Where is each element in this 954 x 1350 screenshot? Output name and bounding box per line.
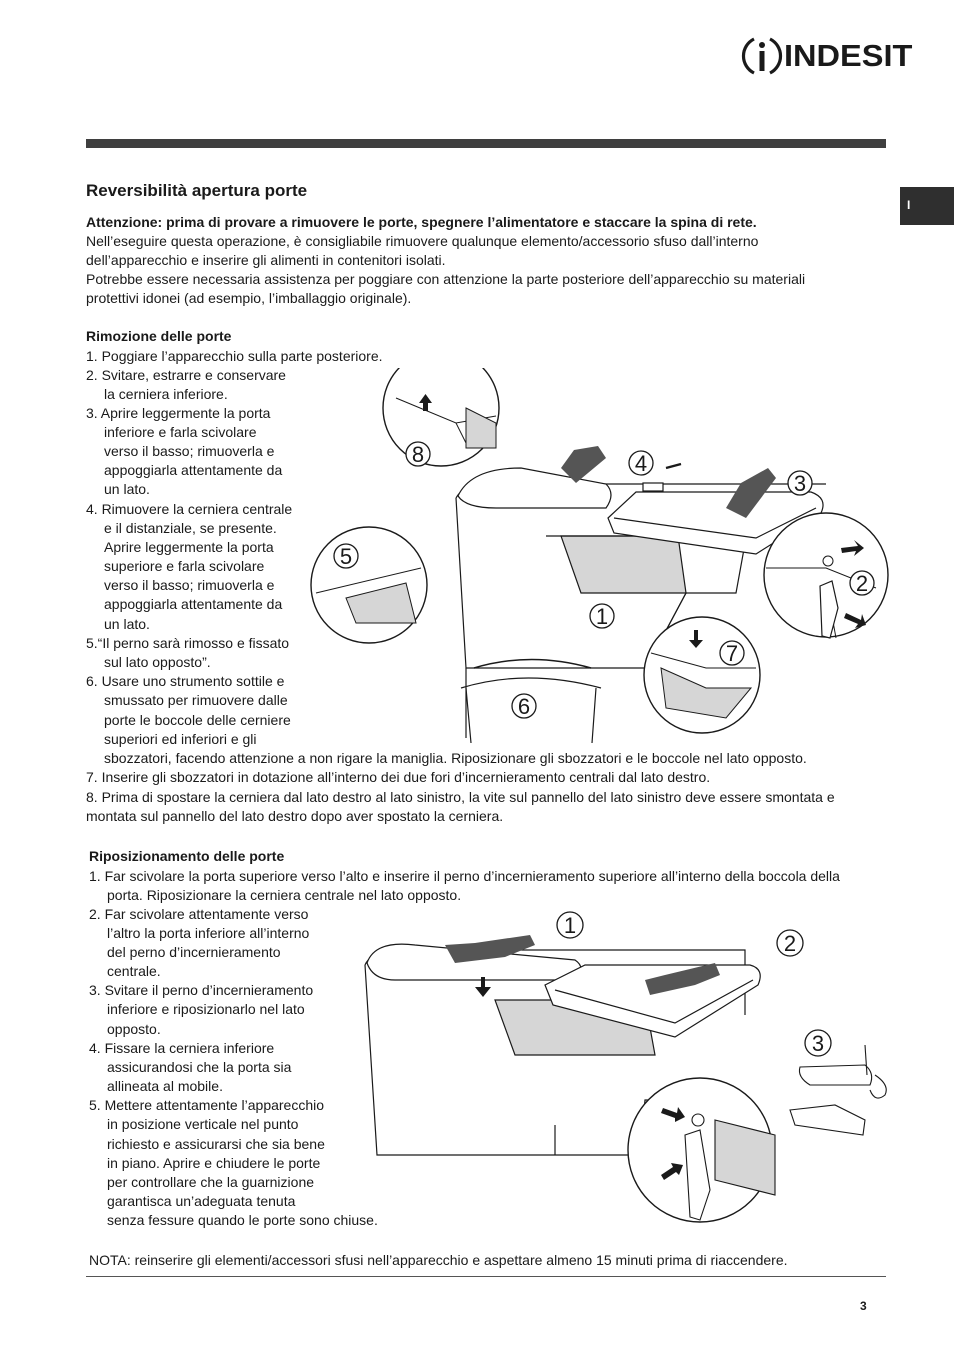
step-line: assicurandosi che la porta sia (107, 1059, 292, 1075)
step-line: 5. Mettere attentamente l’apparecchio (89, 1097, 325, 1113)
step-line: 8. Prima di spostare la cerniera dal lato destro al lato sinistro, la vite sul pannello del lato sinistro deve essere smontata e (86, 789, 835, 805)
step-line: e il distanziale, se presente. (104, 520, 277, 536)
label-8: 8 (411, 442, 425, 467)
label-7: 7 (725, 641, 739, 666)
intro-line: Nell’eseguire questa operazione, è consigliabile rimuovere qualunque elemento/accessorio sfuso dall’interno (86, 233, 759, 249)
intro-line: Potrebbe essere necessaria assistenza per poggiare con attenzione la parte posteriore dell’apparecchio su materiali (86, 271, 806, 287)
step-line: porta. Riposizionare la cerniera centrale nel lato opposto. (107, 887, 462, 903)
step-line: verso il basso; rimuoverla e (104, 443, 275, 459)
repositioning-title: Riposizionamento delle porte (89, 848, 285, 864)
door-removal-illustration (306, 368, 900, 748)
step-line: 4. Fissare la cerniera inferiore (89, 1040, 275, 1056)
step-line: senza fessure quando le porte sono chiuse. (107, 1212, 378, 1228)
removal-title: Rimozione delle porte (86, 328, 232, 344)
step-line: superiori ed inferiori e gli (104, 731, 257, 747)
step-number-2 (777, 930, 803, 956)
step-line: allineata al mobile. (107, 1078, 223, 1094)
step-line: opposto. (107, 1021, 161, 1037)
label-5: 5 (339, 544, 353, 569)
warning-text: Attenzione: prima di provare a rimuovere le porte, spegnere l’alimentatore e staccare la spina di rete. (86, 214, 757, 230)
label-2: 2 (783, 931, 797, 956)
step-line: un lato. (104, 616, 150, 632)
page-number: 3 (860, 1299, 867, 1313)
step-number-8 (406, 442, 430, 467)
step-line: appoggiarla attentamente da (104, 462, 283, 478)
step-line: 1. Far scivolare la porta superiore verso l’alto e inserire il perno d’incernieramento superiore all’interno della boccola della (89, 868, 840, 884)
step-line: montata sul pannello del lato destro dopo aver spostato la cerniera. (86, 808, 504, 824)
section-title: Reversibilità apertura porte (86, 181, 308, 200)
step-line: in piano. Aprire e chiudere le porte (107, 1155, 321, 1171)
step-line: richiesto e assicurarsi che sia bene (107, 1136, 325, 1152)
label-3: 3 (793, 471, 807, 496)
step-line: sbozzatori, facendo attenzione a non rigare la maniglia. Riposizionare gli sbozzatori e le boccole nel lato opposto. (104, 750, 807, 766)
language-tab (900, 187, 954, 225)
label-4: 4 (634, 451, 648, 476)
intro-line: protettivi idonei (ad esempio, l’imballaggio originale). (86, 290, 412, 306)
step-line: appoggiarla attentamente da (104, 596, 283, 612)
step-number-3 (788, 471, 812, 496)
step-line: verso il basso; rimuoverla e (104, 577, 275, 593)
detail-circle-5 (311, 527, 427, 643)
step-line: 1. Poggiare l’apparecchio sulla parte posteriore. (86, 348, 383, 364)
step-line: un lato. (104, 481, 150, 497)
step-number-1 (557, 912, 583, 938)
footer-rule (86, 1276, 886, 1277)
step-number-7 (720, 641, 744, 666)
step-number-2 (850, 571, 874, 596)
language-tab-label: I (907, 198, 911, 212)
step-line: del perno d’incernieramento (107, 944, 281, 960)
step-line: centrale. (107, 963, 161, 979)
step-line: inferiore e farla scivolare (104, 424, 257, 440)
step-line: 2. Svitare, estrarre e conservare (86, 367, 286, 383)
step-line: 3. Svitare il perno d’incernieramento (89, 982, 314, 998)
step-line: 2. Far scivolare attentamente verso (89, 906, 309, 922)
step-line: porte le boccole delle cerniere (104, 712, 291, 728)
step-line: garantisca un’adeguata tenuta (107, 1193, 296, 1209)
label-1: 1 (563, 913, 577, 938)
door-repositioning-illustration (355, 905, 895, 1235)
header-rule (86, 139, 886, 148)
label-6: 6 (517, 694, 531, 719)
step-number-5 (334, 544, 358, 569)
note-text: NOTA: reinserire gli elementi/accessori sfusi nell’apparecchio e aspettare almeno 15 minuti prima di riaccendere. (89, 1252, 788, 1268)
step-line: 7. Inserire gli sbozzatori in dotazione all’interno dei due fori d’incernieramento centrali dal lato destro. (86, 769, 711, 785)
step-number-3 (805, 1030, 831, 1056)
step-line: in posizione verticale nel punto (107, 1116, 299, 1132)
intro-line: dell’apparecchio e inserire gli alimenti in contenitori isolati. (86, 252, 446, 268)
step-line: 4. Rimuovere la cerniera centrale (86, 501, 293, 517)
step-line: l’altro la porta inferiore all’interno (107, 925, 310, 941)
label-1: 1 (595, 604, 609, 629)
step-line: la cerniera inferiore. (104, 386, 228, 402)
brand-logo (740, 34, 913, 78)
step-line: 6. Usare uno strumento sottile e (86, 673, 285, 689)
step-line: 3. Aprire leggermente la porta (86, 405, 271, 421)
step-number-6 (512, 694, 536, 719)
step-number-1 (590, 604, 614, 629)
step-line: per controllare che la guarnizione (107, 1174, 315, 1190)
step-line: smussato per rimuovere dalle (104, 692, 288, 708)
upper-door (458, 468, 611, 508)
step-line: superiore e farla scivolare (104, 558, 265, 574)
step-line: 5.“Il perno sarà rimosso e fissato (86, 635, 290, 651)
step-number-4 (629, 451, 653, 476)
brand-name: INDESIT (784, 38, 913, 73)
indesit-i-logo-icon (740, 34, 784, 78)
label-3: 3 (811, 1031, 825, 1056)
step-line: inferiore e riposizionarlo nel lato (107, 1001, 305, 1017)
label-2: 2 (855, 571, 869, 596)
step-line: Aprire leggermente la porta (104, 539, 274, 555)
step-line: sul lato opposto”. (104, 654, 211, 670)
